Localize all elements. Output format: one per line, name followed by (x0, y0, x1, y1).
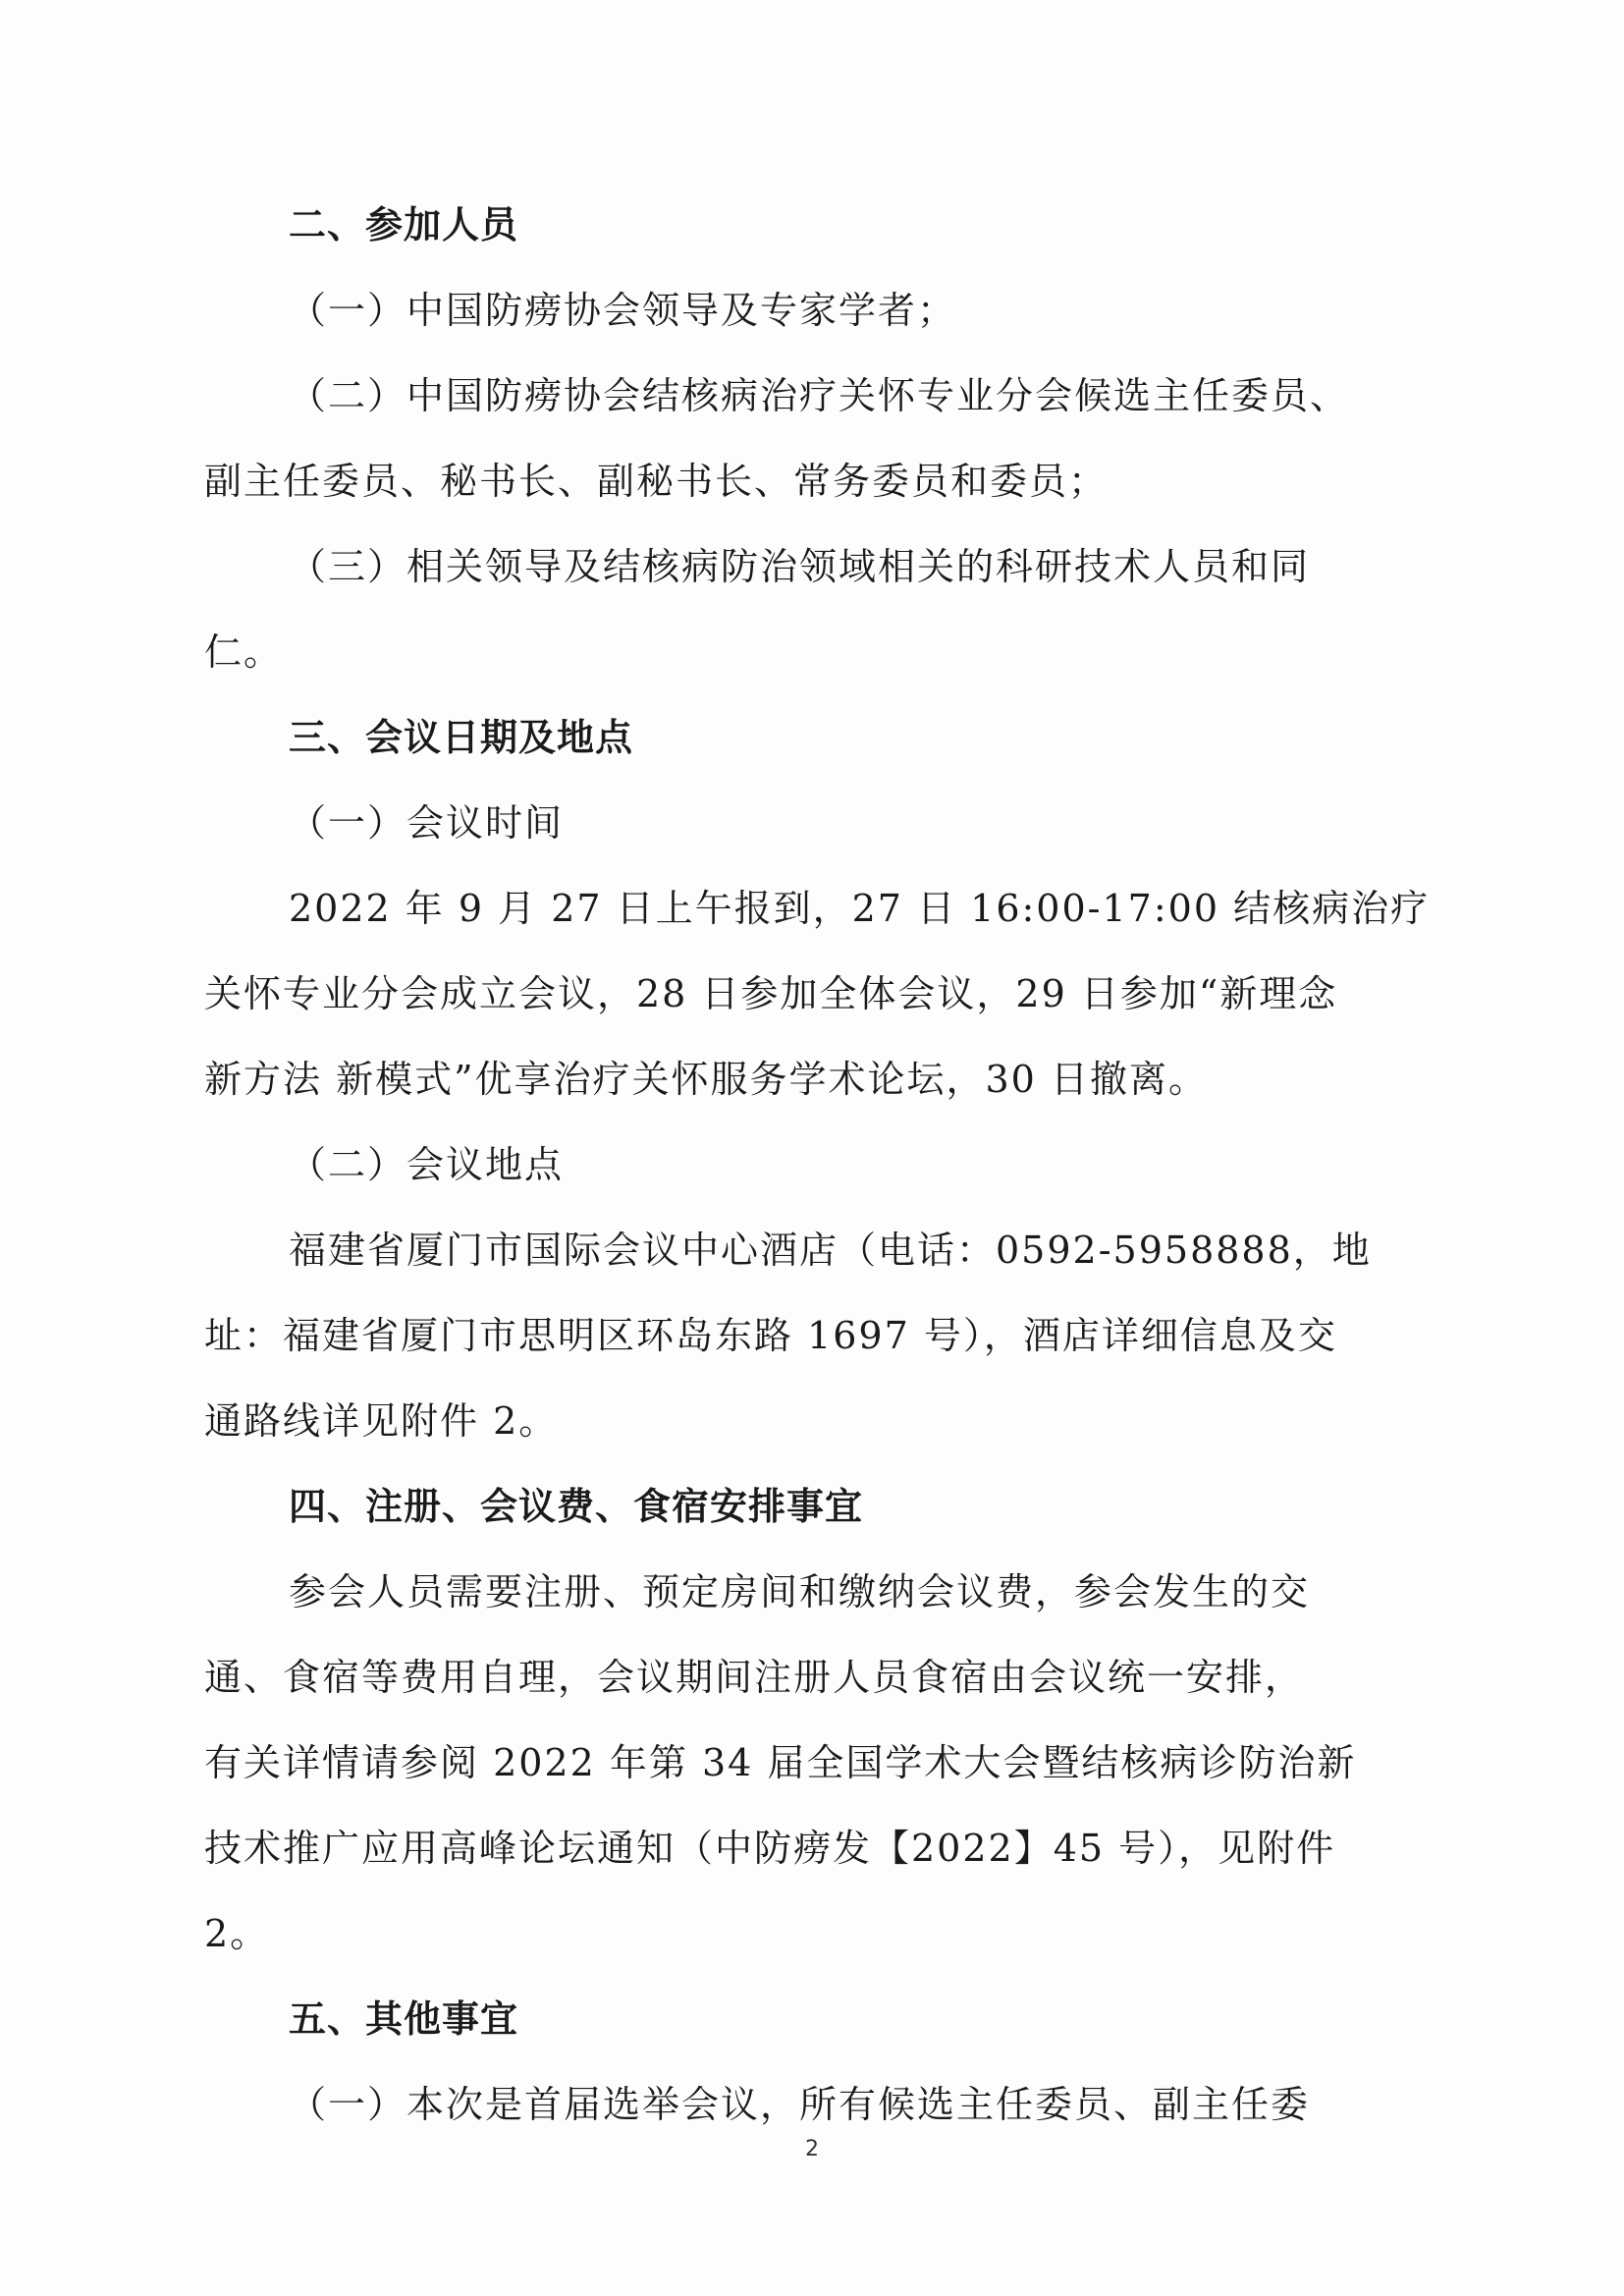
document-body (204, 183, 1441, 2148)
paragraph-line: 有关详情请参阅 2022 年第 34 届全国学术大会暨结核病诊防治新 (204, 1741, 1357, 1784)
paragraph-line: 福建省厦门市国际会议中心酒店（电话：0592-5958888，地 (289, 1229, 1372, 1272)
paragraph-line: 关怀专业分会成立会议，28 日参加全体会议，29 日参加“新理念 (204, 972, 1338, 1015)
subheading-meeting-location: （二）会议地点 (289, 1143, 565, 1186)
paragraph-line: 2022 年 9 月 27 日上午报到，27 日 16:00-17:00 结核病治疗 (289, 887, 1431, 930)
paragraph-line: 技术推广应用高峰论坛通知（中防痨发【2022】45 号），见附件 (204, 1827, 1336, 1870)
section-heading-other-matters: 五、其他事宜 (289, 1997, 519, 2041)
paragraph-line: 址：福建省厦门市思明区环岛东路 1697 号），酒店详细信息及交 (204, 1314, 1337, 1357)
paragraph-line: 副主任委员、秘书长、副秘书长、常务委员和委员； (204, 460, 1109, 503)
page-number: 2 (805, 2137, 819, 2161)
paragraph-line: 通路线详见附件 2。 (204, 1399, 559, 1443)
paragraph-line: 参会人员需要注册、预定房间和缴纳会议费，参会发生的交 (289, 1570, 1311, 1613)
section-heading-registration: 四、注册、会议费、食宿安排事宜 (289, 1485, 864, 1528)
paragraph-line: （二）中国防痨协会结核病治疗关怀专业分会候选主任委员、 (289, 374, 1350, 417)
section-heading-date-location: 三、会议日期及地点 (289, 716, 634, 759)
section-heading-participants: 二、参加人员 (289, 203, 519, 246)
paragraph-line: 仁。 (204, 630, 284, 674)
paragraph-line: 2。 (204, 1912, 270, 1955)
paragraph-line: （三）相关领导及结核病防治领域相关的科研技术人员和同 (289, 545, 1311, 588)
paragraph-line: （一）中国防痨协会领导及专家学者； (289, 289, 957, 332)
paragraph-line: 通、食宿等费用自理，会议期间注册人员食宿由会议统一安排， (204, 1656, 1305, 1699)
paragraph-line: 新方法 新模式”优享治疗关怀服务学术论坛，30 日撤离。 (204, 1058, 1208, 1101)
subheading-meeting-time: （一）会议时间 (289, 801, 565, 845)
paragraph-line: （一）本次是首届选举会议，所有候选主任委员、副主任委 (289, 2083, 1311, 2126)
